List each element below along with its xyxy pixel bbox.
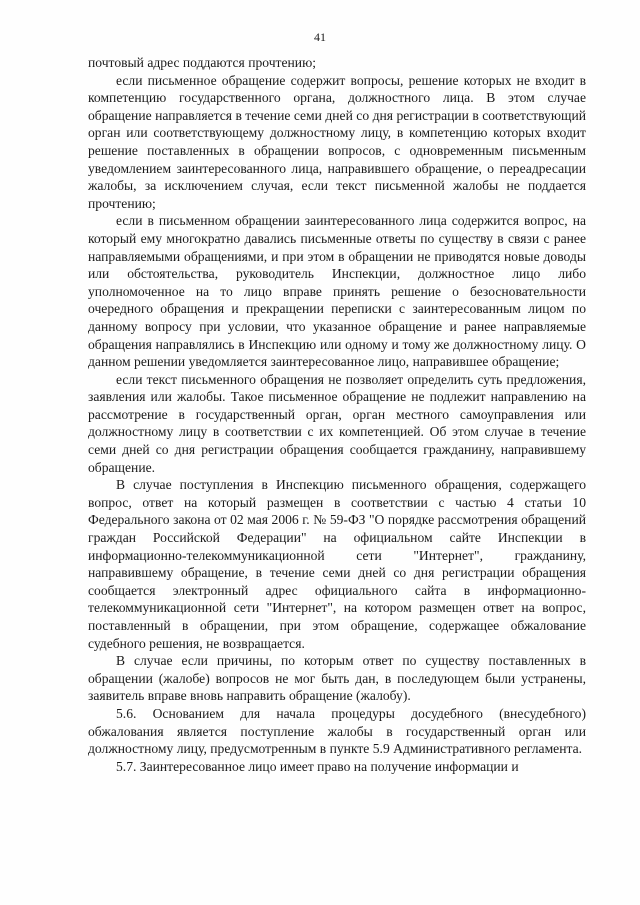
paragraph-continuation: почтовый адрес поддаются прочтению; [88, 55, 317, 70]
paragraph-unclear-text: если текст письменного обращения не позволяет определить суть предложения, заявления или жалобы. Такое письменное обращение не подлежит направлению на рассмотрение в государственный орган, орган местного самоуправления или должностному лицу в соответствии с их компетенцией. Об этом случае в течение семи дней со дня регистрации обращения сообщается гражданину, направившему обращение. [88, 371, 586, 475]
paragraph-5-7: 5.7. Заинтересованное лицо имеет право на получение информации и [116, 758, 519, 774]
paragraph-repeated-question: если в письменном обращении заинтересованного лица содержится вопрос, на который ему многократно давались письменные ответы по существу в связи с ранее направляемыми обращениями, и при этом в обращении не приводятся новые доводы или обстоятельства, руководитель Инспекции, должностное лицо либо уполномоченное на то лицо вправе принять решение о безосновательности очередного обращения и прекращении переписки с заинтересованным лицом по данному вопросу при условии, что указанное обращение и ранее направляемые обращения направлялись в Инспекцию или одному и тому же должностному лицу. О данном решении уведомляется заинтересованное лицо, направившее обращение; [88, 213, 586, 370]
paragraph-reasons-removed: В случае если причины, по которым ответ по существу поставленных в обращении (жалобе) вопросов не мог быть дан, в последующем были устранены, заявитель вправе вновь направить обращение (жалобу). [88, 653, 586, 704]
page-number: 41 [314, 30, 326, 44]
paragraph-5-6: 5.6. Основанием для начала процедуры досудебного (внесудебного) обжалования является поступление жалобы в государственный орган или должностному лицу, предусмотренным в пункте 5.9 Административного регламента. [88, 705, 586, 757]
paragraph-competence: если письменное обращение содержит вопросы, решение которых не входит в компетенцию государственного органа, должностного лица. В этом случае обращение направляется в течение семи дней со дня регистрации в соответствующий орган или соответствующему должностному лицу, в компетенцию которых входит решение поставленных в обращении вопросов, с одновременным письменным уведомлением заинтересованного лица, направившего обращение, о переадресации жалобы, за исключением случая, если текст письменной жалобы не поддается прочтению; [88, 72, 586, 211]
paragraph-published-answer: В случае поступления в Инспекцию письменного обращения, содержащего вопрос, ответ на который размещен в соответствии с частью 4 статьи 10 Федерального закона от 02 мая 2006 г. № 59-ФЗ "О порядке рассмотрения обращений граждан Российской Федерации" на официальном сайте Инспекции в информационно-телекоммуникационной сети "Интернет", гражданину, направившему обращение, в течение семи дней со дня регистрации обращения сообщается электронный адрес официального сайта в информационно-телекоммуникационной сети "Интернет", на котором размещен ответ на вопрос, поставленный в обращении, при этом обращение, содержащее обжалование судебного решения, не возвращается. [88, 477, 586, 651]
document-body [88, 54, 586, 775]
